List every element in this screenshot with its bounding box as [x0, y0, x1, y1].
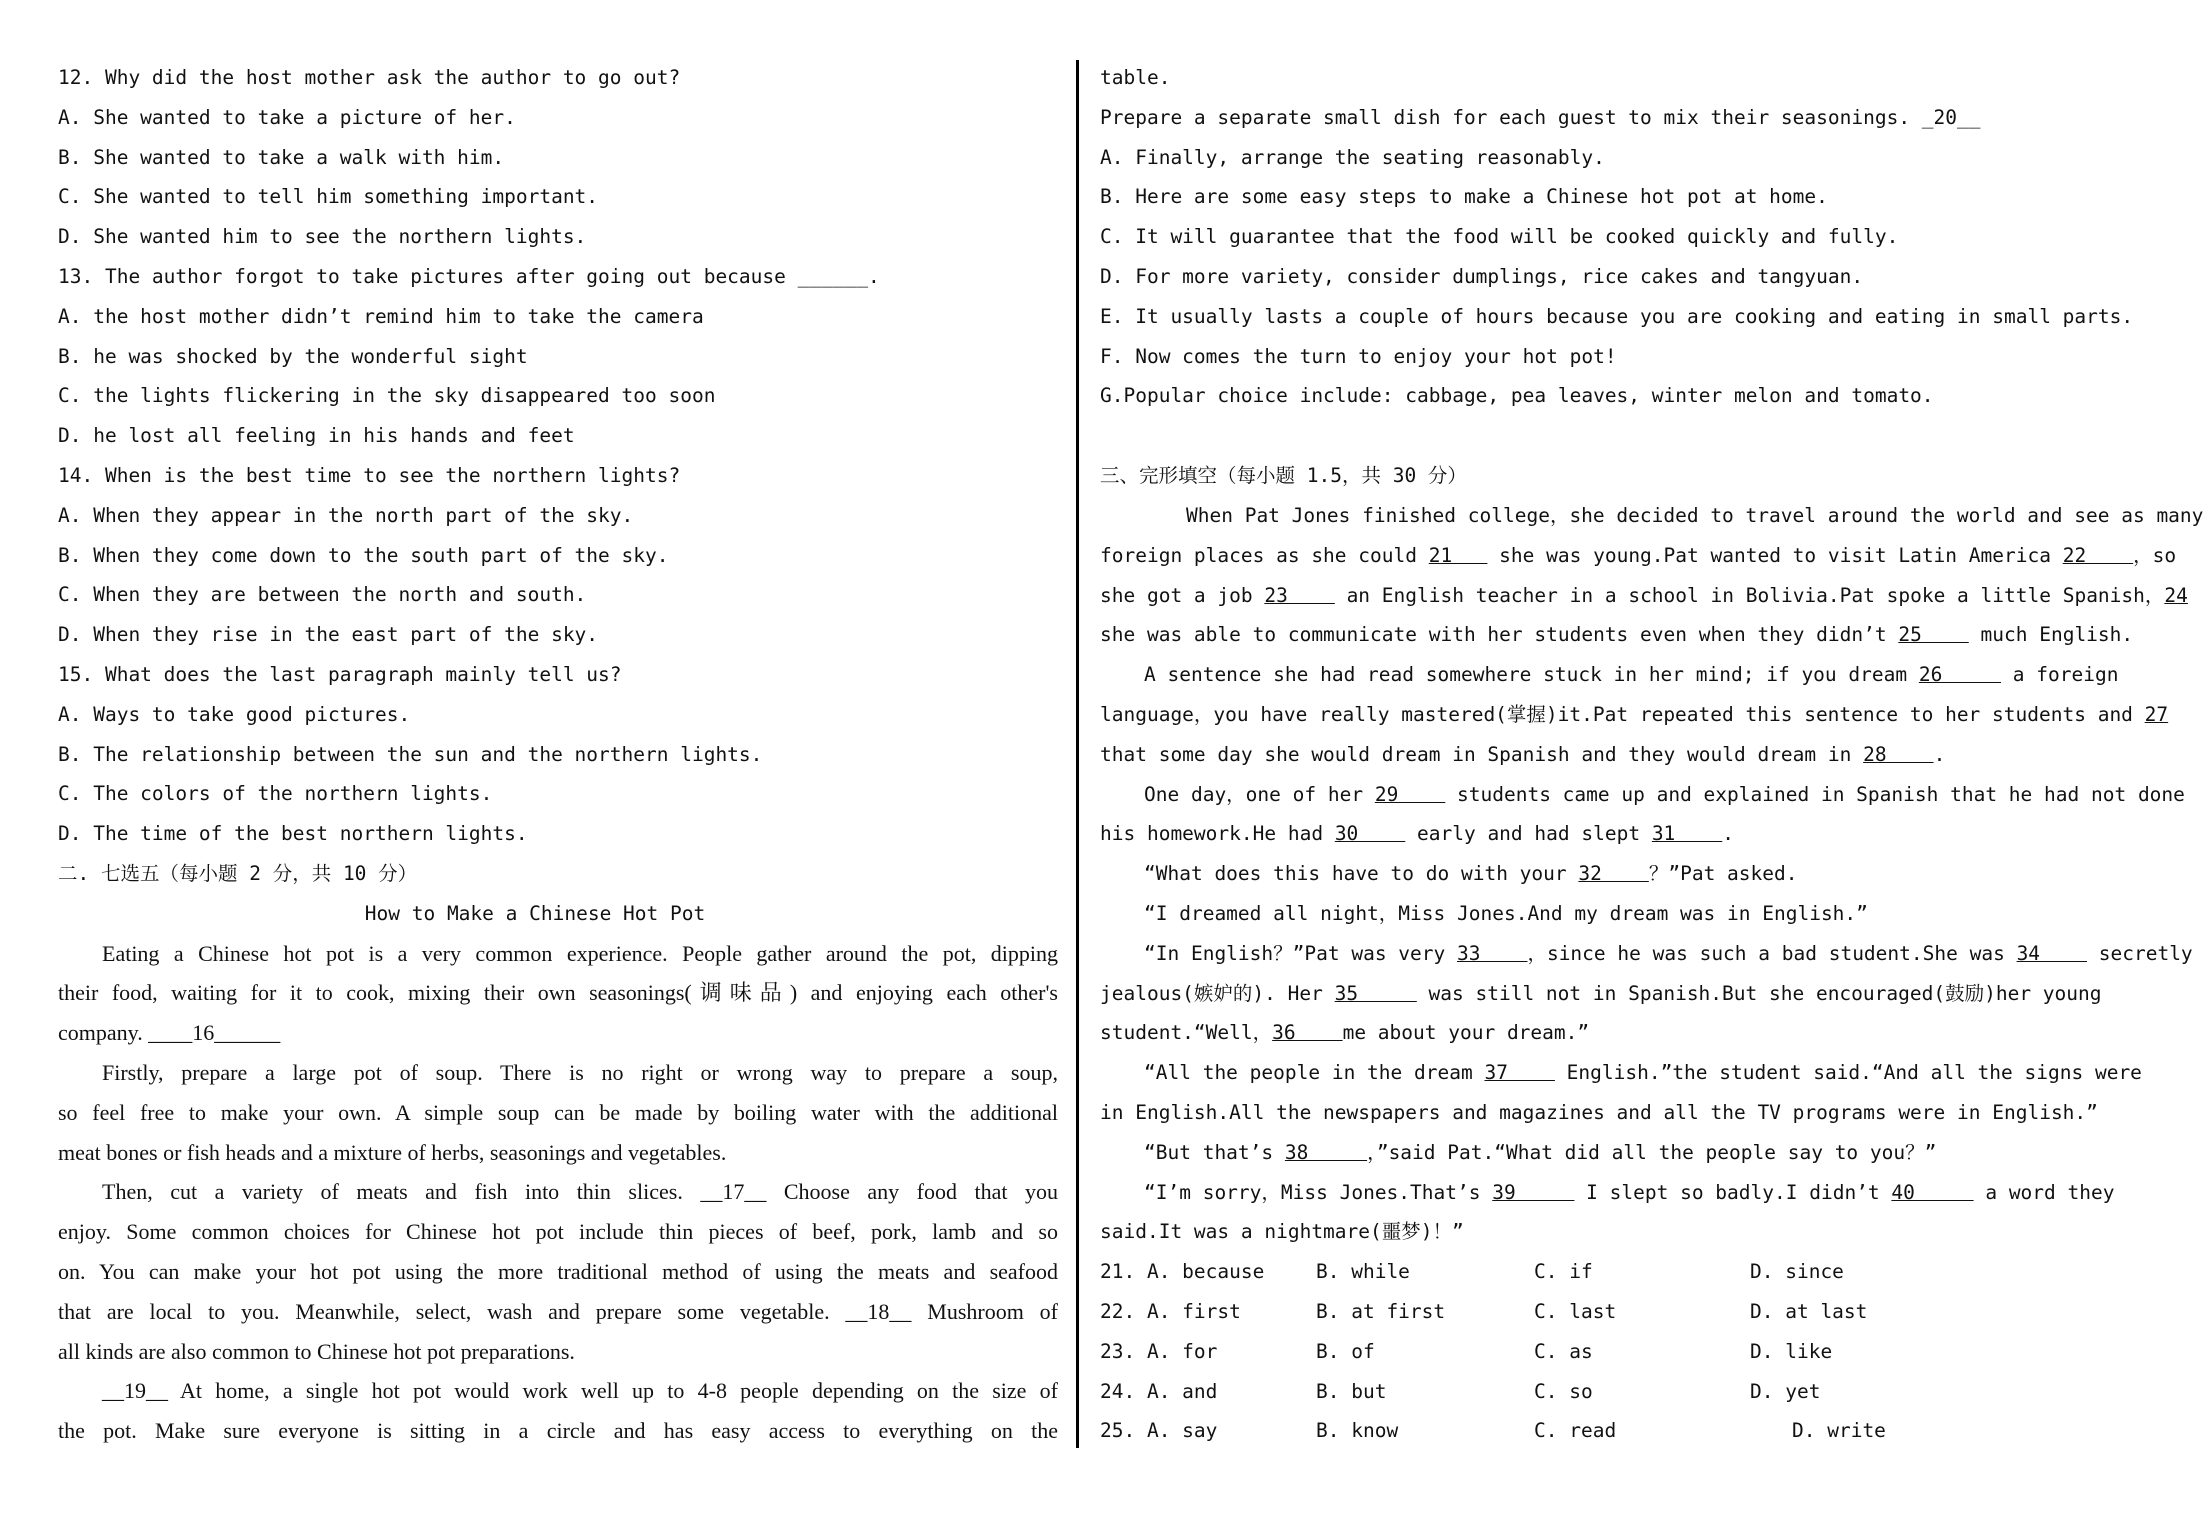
- question-13-option-b: B. he was shocked by the wonderful sight: [58, 344, 528, 368]
- blank-40: 40: [1891, 1180, 1974, 1204]
- column-divider: [1076, 60, 1079, 1448]
- seven-choice-option-d: D. For more variety, consider dumplings, rice cakes and tangyuan.: [1100, 264, 1864, 288]
- blank-28: 28: [1863, 742, 1934, 766]
- passage-continuation-line: table.: [1100, 66, 1171, 89]
- cloze-line: “I dreamed all night，Miss Jones.And my dream was in English.”: [1144, 901, 1868, 925]
- cloze-line: that some day she would dream in Spanish and they would dream in 28 .: [1100, 742, 1946, 766]
- cloze-line: student.“Well，36 me about your dream.”: [1100, 1021, 1590, 1045]
- cloze-line: “But that’s 38 ，”said Pat.“What did all the people say to you？”: [1144, 1140, 1937, 1164]
- cloze-line: A sentence she had read somewhere stuck in her mind; if you dream 26 a foreign: [1144, 663, 2119, 687]
- question-15-option-a: A. Ways to take good pictures.: [58, 702, 411, 726]
- blank-36: 36: [1272, 1021, 1343, 1045]
- choice-option-a: 25. A. say: [1100, 1419, 1218, 1443]
- choice-option-d: D. like: [1750, 1339, 1833, 1363]
- question-12-option-c: C. She wanted to tell him something important.: [58, 185, 599, 209]
- passage-paragraph-1-line: company. ____16______: [58, 1020, 281, 1046]
- blank-35: 35: [1334, 981, 1417, 1005]
- question-15-option-d: D. The time of the best northern lights.: [58, 822, 528, 846]
- question-13-option-c: C. the lights flickering in the sky disappeared too soon: [58, 384, 716, 408]
- choice-option-b: B. but: [1316, 1379, 1387, 1403]
- choice-row-24: [1100, 1372, 2142, 1412]
- passage-paragraph-2-line: Firstly, prepare a large pot of soup. There is no right or wrong way to prepare a soup,: [102, 1059, 1058, 1085]
- choice-option-b: B. know: [1316, 1419, 1399, 1443]
- cloze-line: language，you have really mastered(掌握)it.Pat repeated this sentence to her students and 27: [1100, 702, 2169, 726]
- blank-24: 24: [2164, 583, 2188, 607]
- blank-38: 38: [1284, 1140, 1368, 1164]
- choice-option-d: D. at last: [1750, 1299, 1868, 1323]
- blank-27: 27: [2144, 702, 2169, 726]
- choice-option-c: C. as: [1534, 1339, 1593, 1363]
- blank-29: 29: [1374, 782, 1446, 806]
- cloze-line: said.It was a nightmare(噩梦)！”: [1100, 1220, 1464, 1244]
- section-2-heading: 二. 七选五（每小题 2 分，共 10 分）: [58, 861, 418, 885]
- blank-26: 26: [1918, 663, 2002, 687]
- choice-option-b: B. while: [1316, 1260, 1410, 1284]
- choice-option-b: B. of: [1316, 1339, 1375, 1363]
- cloze-line: foreign places as she could 21 she was young.Pat wanted to visit Latin America 22 ，so: [1100, 543, 2177, 567]
- passage-paragraph-3-line: enjoy. Some common choices for Chinese hot pot include thin pieces of beef, pork, lamb and so: [58, 1219, 1058, 1245]
- choice-option-a: 21. A. because: [1100, 1260, 1265, 1284]
- question-14-option-b: B. When they come down to the south part of the sky.: [58, 543, 669, 567]
- choice-option-d: D. since: [1750, 1260, 1844, 1284]
- cloze-line: she was able to communicate with her students even when they didn’t 25 much English.: [1100, 623, 2134, 647]
- seven-choice-option-e: E. It usually lasts a couple of hours because you are cooking and eating in small parts.: [1100, 304, 2134, 328]
- passage-paragraph-4-line: the pot. Make sure everyone is sitting in a circle and has easy access to everything on the: [58, 1418, 1058, 1444]
- passage-paragraph-3-line: all kinds are also common to Chinese hot pot preparations.: [58, 1338, 575, 1364]
- blank-25: 25: [1898, 623, 1969, 647]
- cloze-line: jealous(嫉妒的). Her 35 was still not in Spanish.But she encouraged(鼓励)her young: [1100, 981, 2102, 1005]
- blank-34: 34: [2016, 941, 2088, 965]
- passage-paragraph-2-line: so feel free to make your own. A simple soup can be made by boiling water with the additional: [58, 1099, 1058, 1125]
- choice-option-b: B. at first: [1316, 1299, 1446, 1323]
- choice-option-c: C. if: [1534, 1260, 1593, 1284]
- section-spacer: [1100, 416, 2142, 456]
- left-column: [58, 58, 1058, 1451]
- choice-option-d: D. write: [1792, 1419, 1886, 1443]
- blank-31: 31: [1651, 822, 1723, 846]
- question-12-option-a: A. She wanted to take a picture of her.: [58, 105, 516, 129]
- cloze-line: When Pat Jones finished college，she decided to travel around the world and see as many: [1186, 503, 2203, 527]
- question-14-option-a: A. When they appear in the north part of the sky.: [58, 503, 634, 527]
- question-13-option-a: A. the host mother didn’t remind him to take the camera: [58, 304, 704, 328]
- choice-option-a: 23. A. for: [1100, 1339, 1218, 1363]
- seven-choice-option-b: B. Here are some easy steps to make a Chinese hot pot at home.: [1100, 185, 1828, 209]
- passage-paragraph-3-line: that are local to you. Meanwhile, select, wash and prepare some vegetable. __18__ Mushroom of: [58, 1298, 1058, 1324]
- question-13-option-d: D. he lost all feeling in his hands and feet: [58, 424, 575, 448]
- choice-row-21: [1100, 1252, 2142, 1292]
- question-15-stem: 15. What does the last paragraph mainly tell us?: [58, 662, 622, 686]
- cloze-line: his homework.He had 30 early and had slept 31 .: [1100, 822, 1735, 846]
- passage-paragraph-3-line: Then, cut a variety of meats and fish into thin slices. __17__ Choose any food that you: [102, 1179, 1058, 1205]
- question-14-option-c: C. When they are between the north and south.: [58, 583, 587, 607]
- passage-paragraph-4-line: __19__ At home, a single hot pot would work well up to 4-8 people depending on the size of: [102, 1378, 1058, 1404]
- question-13-stem: 13. The author forgot to take pictures after going out because ______.: [58, 264, 880, 288]
- cloze-line: “I’m sorry，Miss Jones.That’s 39 I slept so badly.I didn’t 40 a word they: [1144, 1180, 2115, 1204]
- question-12-stem: 12. Why did the host mother ask the author to go out?: [58, 66, 681, 89]
- passage-paragraph-1-line: Eating a Chinese hot pot is a very common experience. People gather around the pot, dipping: [102, 940, 1058, 966]
- seven-choice-option-g: G.Popular choice include: cabbage, pea leaves, winter melon and tomato.: [1100, 384, 1934, 408]
- choice-row-22: [1100, 1292, 2142, 1332]
- question-15-option-b: B. The relationship between the sun and the northern lights.: [58, 742, 763, 766]
- section-3-heading: 三、完形填空（每小题 1.5，共 30 分）: [1100, 464, 1467, 488]
- choice-option-c: C. so: [1534, 1379, 1593, 1403]
- passage-continuation-line: Prepare a separate small dish for each guest to mix their seasonings. _20__: [1100, 105, 1981, 129]
- seven-choice-option-f: F. Now comes the turn to enjoy your hot pot!: [1100, 344, 1617, 368]
- seven-choice-option-a: A. Finally, arrange the seating reasonably.: [1100, 145, 1605, 169]
- blank-30: 30: [1334, 822, 1406, 846]
- choice-option-c: C. read: [1534, 1419, 1617, 1443]
- blank-39: 39: [1492, 1180, 1575, 1204]
- question-12-option-b: B. She wanted to take a walk with him.: [58, 145, 505, 169]
- question-14-stem: 14. When is the best time to see the northern lights?: [58, 463, 681, 487]
- question-14-option-d: D. When they rise in the east part of the sky.: [58, 623, 599, 647]
- blank-23: 23: [1264, 583, 1335, 607]
- blank-32: 32: [1578, 862, 1649, 886]
- cloze-line: she got a job 23 an English teacher in a school in Bolivia.Pat spoke a little Spanish，24: [1100, 583, 2188, 607]
- right-column: [1100, 58, 2203, 1451]
- choice-option-c: C. last: [1534, 1299, 1617, 1323]
- choice-row-23: [1100, 1332, 2142, 1372]
- choice-row-25: [1100, 1411, 2142, 1451]
- passage-paragraph-1-line: their food, waiting for it to cook, mixing their own seasonings(调味品) and enjoying each other's: [58, 980, 1058, 1006]
- question-12-option-d: D. She wanted him to see the northern lights.: [58, 225, 587, 249]
- blank-21: 21: [1428, 543, 1488, 567]
- seven-choice-option-c: C. It will guarantee that the food will be cooked quickly and fully.: [1100, 225, 1899, 249]
- choice-option-d: D. yet: [1750, 1379, 1821, 1403]
- passage-paragraph-3-line: on. You can make your hot pot using the more traditional method of using the meats and seafood: [58, 1258, 1058, 1284]
- passage-paragraph-2-line: meat bones or fish heads and a mixture of herbs, seasonings and vegetables.: [58, 1139, 727, 1165]
- choice-option-a: 24. A. and: [1100, 1379, 1218, 1403]
- cloze-line: “In English？”Pat was very 33 ，since he was such a bad student.She was 34 secretly: [1144, 941, 2193, 965]
- cloze-line: “What does this have to do with your 32 ？”Pat asked.: [1144, 862, 1798, 886]
- cloze-line: “All the people in the dream 37 English.”the student said.“And all the signs were: [1144, 1061, 2142, 1085]
- passage-title: How to Make a Chinese Hot Pot: [364, 901, 706, 925]
- cloze-line: in English.All the newspapers and magazines and all the TV programs were in English.”: [1100, 1100, 2098, 1124]
- choice-option-a: 22. A. first: [1100, 1299, 1241, 1323]
- blank-37: 37: [1484, 1061, 1555, 1085]
- blank-22: 22: [2062, 543, 2134, 567]
- blank-33: 33: [1457, 941, 1528, 965]
- cloze-line: One day，one of her 29 students came up and explained in Spanish that he had not done: [1144, 782, 2185, 806]
- question-15-option-c: C. The colors of the northern lights.: [58, 782, 493, 806]
